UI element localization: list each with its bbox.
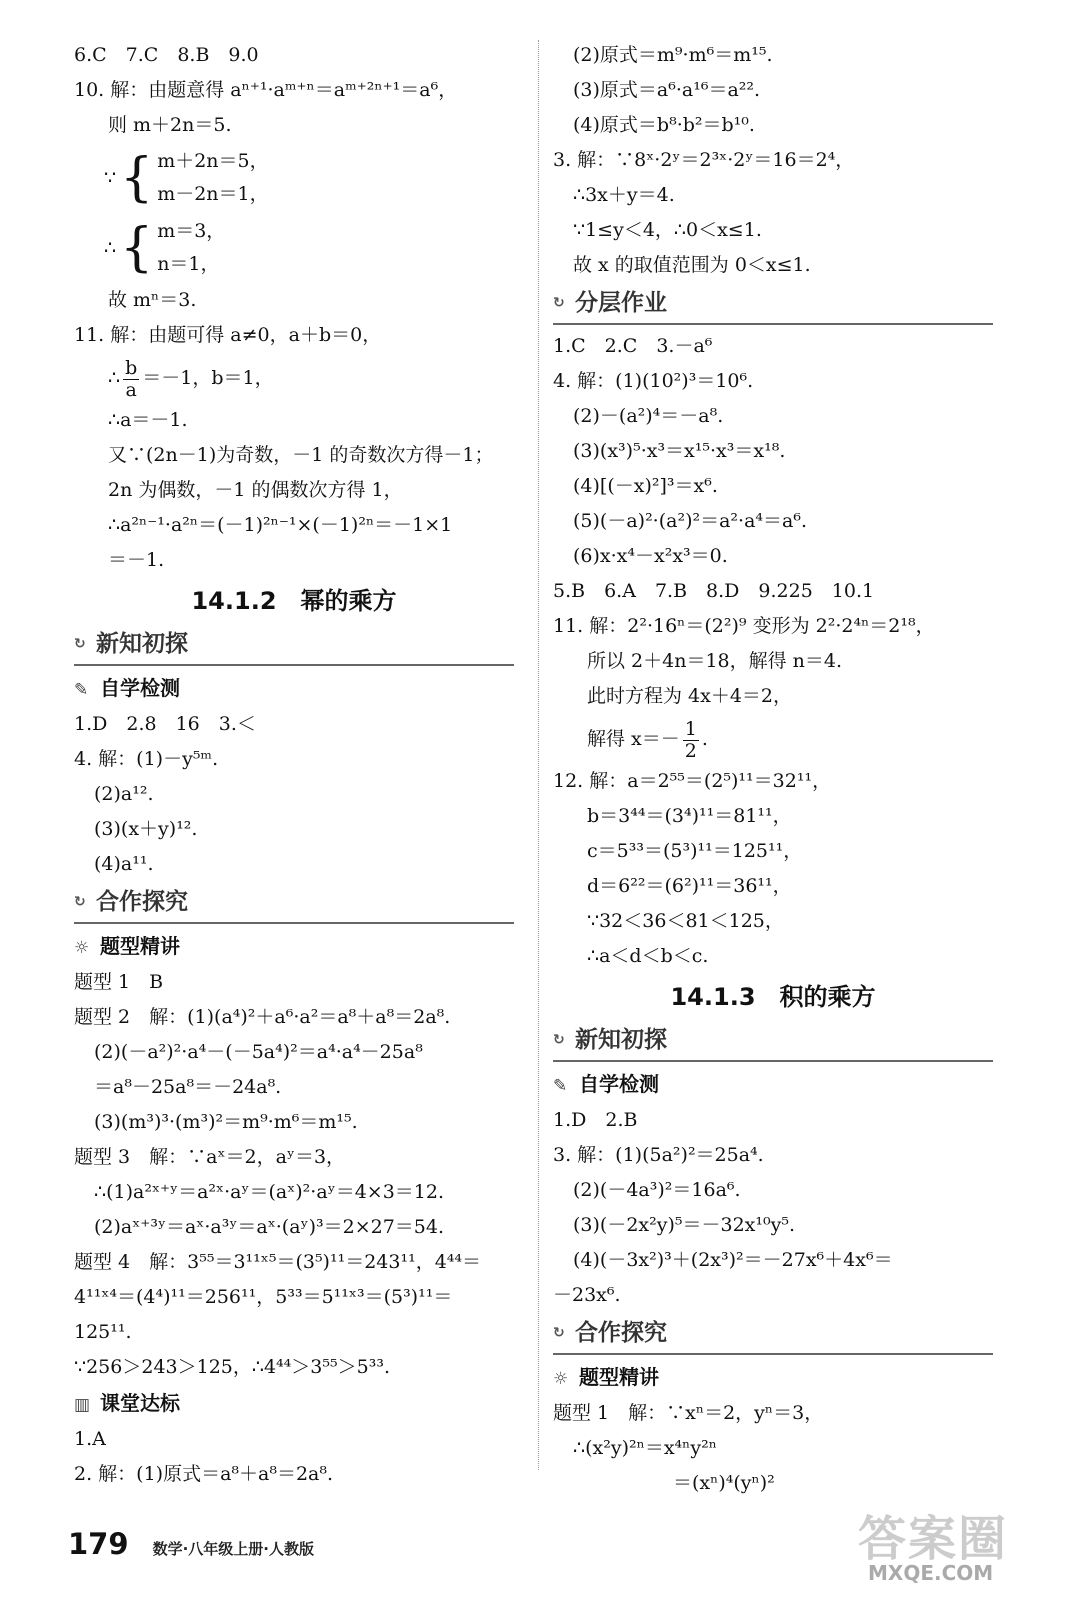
because-symbol: ∵ [104, 167, 117, 189]
answer-line: 1.D 2.B [553, 1109, 638, 1131]
pencil-icon: ✎ [553, 1076, 568, 1096]
refresh-arrow-icon: ↻ [553, 295, 565, 311]
answer-line: 题型 1 解：∵xⁿ＝2，yⁿ＝3， [553, 1402, 824, 1424]
answer-line: 11. 解：由题可得 a≠0，a＋b＝0， [74, 324, 382, 346]
answer-line: (5)(－a)²·(a²)²＝a²·a⁴＝a⁶. [573, 510, 808, 532]
numerator: b [125, 356, 138, 379]
answer-line: (2)(－a²)²·a⁴－(－5a⁴)²＝a⁴·a⁴－25a⁸ [94, 1041, 423, 1063]
right-column [553, 38, 993, 1501]
answer-line: 题型 2 解：(1)(a⁴)²＋a⁶·a²＝a⁸＋a⁸＝2a⁸. [74, 1006, 451, 1028]
answer-line: (3)原式＝a⁶·a¹⁶＝a²². [573, 79, 761, 101]
answer-line: 10. 解：由题意得 aⁿ⁺¹·aᵐ⁺ⁿ＝aᵐ⁺²ⁿ⁺¹＝a⁶， [74, 79, 458, 101]
answer-line: d＝6²²＝(6²)¹¹＝36¹¹， [587, 875, 792, 897]
answer-line: 1.D 2.8 16 3.＜ [74, 713, 256, 735]
equation: m－2n＝1， [157, 183, 269, 205]
answer-line: (4)原式＝b⁸·b²＝b¹⁰. [573, 114, 755, 136]
answer-line: (3)(m³)³·(m³)²＝m⁹·m⁶＝m¹⁵. [94, 1111, 358, 1133]
subsection-label: 课堂达标 [100, 1391, 180, 1415]
lightbulb-icon: ☼ [553, 1369, 569, 1389]
answer-line: 此时方程为 4x＋4＝2， [587, 685, 793, 707]
answer-line: b＝3⁴⁴＝(3⁴)¹¹＝81¹¹， [587, 805, 792, 827]
fraction [123, 358, 139, 401]
answer-line: 4. 解：(1)(10²)³＝10⁶. [553, 370, 754, 392]
subsection-heading [74, 670, 514, 707]
answer-line: (6)x·x⁴－x²x³＝0. [573, 545, 728, 567]
answer-line: 又∵(2n－1)为奇数，－1 的奇数次方得－1； [108, 444, 494, 466]
equation: ＝－1，b＝1， [142, 367, 274, 389]
bar-label: 合作探究 [575, 1320, 667, 1346]
refresh-arrow-icon: ↻ [553, 1032, 565, 1048]
refresh-arrow-icon: ↻ [74, 894, 86, 910]
answer-line: 125¹¹. [74, 1321, 132, 1343]
answer-line: ∴a²ⁿ⁻¹·a²ⁿ＝(－1)²ⁿ⁻¹×(－1)²ⁿ＝－1×1 [108, 514, 453, 536]
subsection-label: 自学检测 [579, 1072, 659, 1096]
answer-line: (3)(x＋y)¹². [94, 818, 198, 840]
answer-line: 4¹¹ˣ⁴＝(4⁴)¹¹＝256¹¹，5³³＝5¹¹ˣ³＝(5³)¹¹＝ [74, 1286, 453, 1308]
answer-line: (2)－(a²)⁴＝－a⁸. [573, 405, 724, 427]
answer-line: 则 m＋2n＝5. [108, 114, 232, 136]
answer-line: 1.A [74, 1428, 106, 1450]
subsection-heading [553, 1066, 993, 1103]
subsection-heading [74, 928, 514, 965]
section-bar [553, 283, 993, 325]
answer-line: 5.B 6.A 7.B 8.D 9.225 10.1 [553, 580, 875, 602]
fraction [683, 719, 699, 762]
subsection-label: 自学检测 [100, 676, 180, 700]
equation: m＋2n＝5， [157, 150, 269, 172]
section-title: 14.1.2 幂的乘方 [191, 587, 397, 615]
subsection-label: 题型精讲 [100, 934, 180, 958]
page-footer [68, 1527, 314, 1561]
answer-line: (4)[(－x)²]³＝x⁶. [573, 475, 718, 497]
watermark-logo-text: 答案圈 [858, 1511, 1009, 1567]
answer-line: (3)(－2x²y)⁵＝－32x¹⁰y⁵. [573, 1214, 796, 1236]
subsection-label: 题型精讲 [579, 1365, 659, 1389]
answer-line: 题型 3 解：∵aˣ＝2，aʸ＝3， [74, 1146, 346, 1168]
answer-line: ∴3x＋y＝4. [573, 184, 675, 206]
pencil-icon: ✎ [74, 680, 89, 700]
numerator: 1 [684, 717, 697, 740]
denominator: a [125, 378, 137, 401]
watermark [858, 1500, 1038, 1590]
equation-system [74, 143, 514, 213]
period: . [701, 728, 708, 750]
page-number: 179 [68, 1527, 129, 1561]
equation: 解得 x＝－ [587, 728, 680, 750]
answer-line: ∵1≤y＜4，∴0＜x≤1. [573, 219, 762, 241]
section-bar [74, 882, 514, 924]
equation: m＝3， [157, 220, 226, 242]
answer-line: 故 mⁿ＝3. [108, 289, 197, 311]
answer-line: ＝－1. [108, 549, 165, 571]
answer-line: ∴a＝－1. [108, 409, 188, 431]
answer-line: (2)(－4a³)²＝16a⁶. [573, 1179, 741, 1201]
answer-line: 11. 解：2²·16ⁿ＝(2²)⁹ 变形为 2²·2⁴ⁿ＝2¹⁸， [553, 615, 935, 637]
answer-line: 题型 1 B [74, 971, 164, 993]
answer-line: 3. 解：∵8ˣ·2ʸ＝2³ˣ·2ʸ＝16＝2⁴， [553, 149, 855, 171]
section-bar [553, 1313, 993, 1355]
answer-line: ∴a＜d＜b＜c. [587, 945, 709, 967]
brace-icon: { [120, 218, 154, 278]
fraction-line [74, 353, 514, 403]
answer-line: ＝a⁸－25a⁸＝－24a⁸. [94, 1076, 282, 1098]
answer-line: ∴(1)a²ˣ⁺ʸ＝a²ˣ·aʸ＝(aˣ)²·aʸ＝4×3＝12. [94, 1181, 445, 1203]
left-column [74, 38, 514, 1492]
fraction-line [553, 714, 993, 764]
answer-line: ∵256＞243＞125，∴4⁴⁴＞3⁵⁵＞5³³. [74, 1356, 390, 1378]
column-divider [538, 40, 539, 1470]
equation: n＝1， [157, 253, 220, 275]
answer-line: (4)a¹¹. [94, 853, 154, 875]
watermark-url: MXQE.COM [868, 1561, 994, 1585]
answer-line: 所以 2＋4n＝18，解得 n＝4. [587, 650, 843, 672]
answer-line: 故 x 的取值范围为 0＜x≤1. [573, 254, 811, 276]
answer-line: 1.C 2.C 3.－a⁶ [553, 335, 713, 357]
open-book-icon: ▥ [74, 1395, 91, 1415]
answer-line: 题型 4 解：3⁵⁵＝3¹¹ˣ⁵＝(3⁵)¹¹＝243¹¹，4⁴⁴＝ [74, 1251, 482, 1273]
bar-label: 新知初探 [96, 631, 188, 657]
answer-line: (2)a¹². [94, 783, 154, 805]
book-title: 数学·八年级上册·人教版 [152, 1540, 314, 1558]
answer-line: ＝(xⁿ)⁴(yⁿ)² [673, 1472, 775, 1494]
answer-line: (2)aˣ⁺³ʸ＝aˣ·a³ʸ＝aˣ·(aʸ)³＝2×27＝54. [94, 1216, 445, 1238]
denominator: 2 [684, 739, 697, 762]
bar-label: 分层作业 [575, 290, 667, 316]
therefore-symbol: ∴ [104, 237, 117, 259]
section-bar [553, 1020, 993, 1062]
subsection-heading [553, 1359, 993, 1396]
answer-line: 6.C 7.C 8.B 9.0 [74, 44, 259, 66]
answer-line: 3. 解：(1)(5a²)²＝25a⁴. [553, 1144, 764, 1166]
lightbulb-icon: ☼ [74, 938, 90, 958]
answer-line: (3)(x³)⁵·x³＝x¹⁵·x³＝x¹⁸. [573, 440, 786, 462]
answer-line: 2. 解：(1)原式＝a⁸＋a⁸＝2a⁸. [74, 1463, 334, 1485]
answer-line: 4. 解：(1)－y⁵ᵐ. [74, 748, 219, 770]
answer-line: ∴(x²y)²ⁿ＝x⁴ⁿy²ⁿ [573, 1437, 717, 1459]
section-bar [74, 624, 514, 666]
bar-label: 新知初探 [575, 1027, 667, 1053]
answer-line: (2)原式＝m⁹·m⁶＝m¹⁵. [573, 44, 773, 66]
bar-label: 合作探究 [96, 889, 188, 915]
answer-line: (4)(－3x²)³＋(2x³)²＝－27x⁶＋4x⁶＝ [573, 1249, 893, 1271]
subsection-heading [74, 1385, 514, 1422]
equation-system [74, 213, 514, 283]
answer-line: 2n 为偶数，－1 的偶数次方得 1， [108, 479, 403, 501]
therefore-symbol: ∴ [108, 367, 121, 389]
refresh-arrow-icon: ↻ [74, 636, 86, 652]
answer-line: ∵32＜36＜81＜125， [587, 910, 784, 932]
brace-icon: { [120, 148, 154, 208]
answer-line: 12. 解：a＝2⁵⁵＝(2⁵)¹¹＝32¹¹， [553, 770, 832, 792]
section-title: 14.1.3 积的乘方 [670, 983, 876, 1011]
answer-line: c＝5³³＝(5³)¹¹＝125¹¹， [587, 840, 803, 862]
refresh-arrow-icon: ↻ [553, 1325, 565, 1341]
answer-line: －23x⁶. [553, 1284, 621, 1306]
